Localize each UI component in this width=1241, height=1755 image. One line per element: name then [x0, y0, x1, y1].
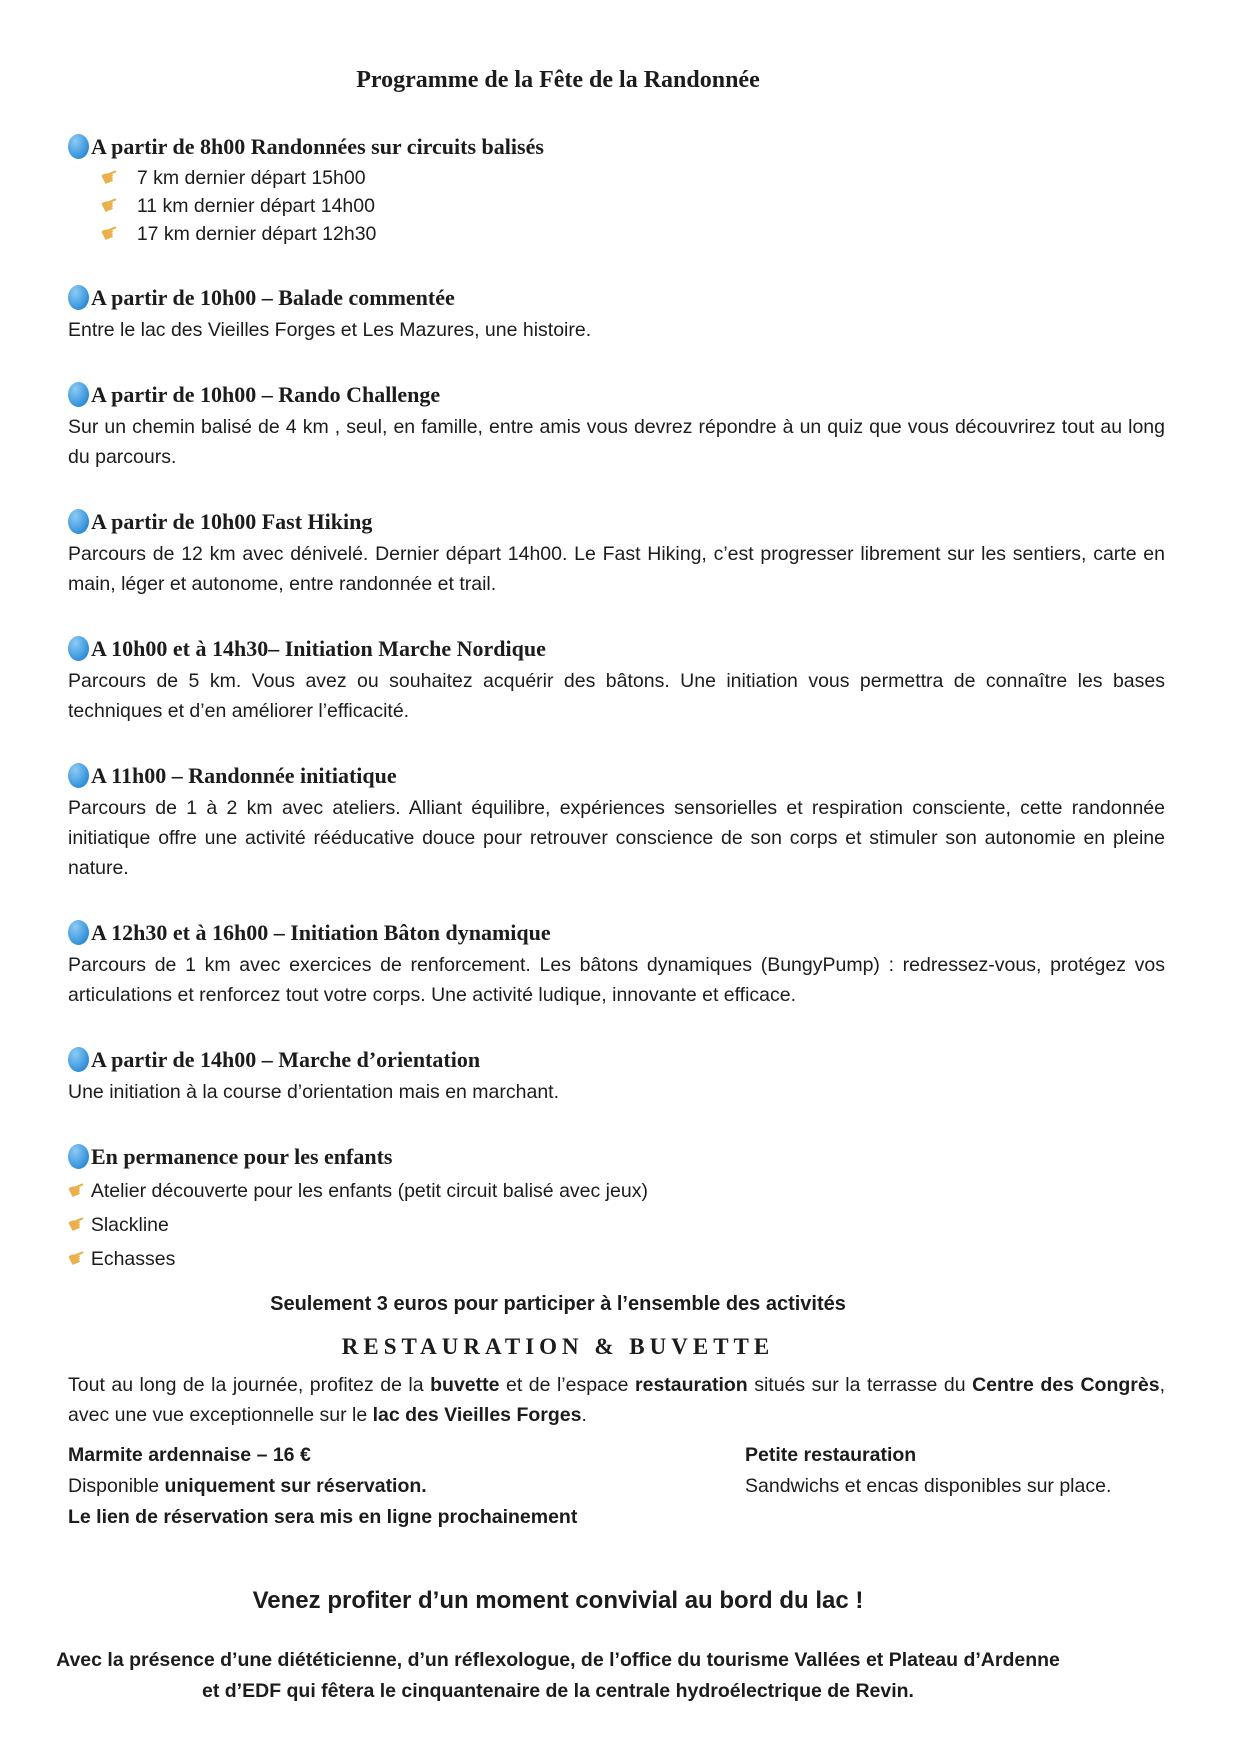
- marmite-reservation-note: Le lien de réservation sera mis en ligne prochainement: [68, 1506, 578, 1528]
- list-item: [64, 1242, 1165, 1276]
- list-item-text: Echasses: [90, 1248, 176, 1270]
- blue-sphere-icon: [68, 1047, 89, 1072]
- pointing-hand-icon: ☛: [64, 1244, 91, 1273]
- section-body: Entre le lac des Vieilles Forges et Les Mazures, une histoire.: [68, 319, 592, 341]
- blue-sphere-icon: [68, 636, 89, 661]
- blue-sphere-icon: [68, 763, 89, 788]
- section-heading-text: A partir de 14h00 – Marche d’orientation: [91, 1047, 481, 1072]
- section-heading-text: A partir de 10h00 – Rando Challenge: [91, 382, 441, 407]
- blue-sphere-icon: [68, 920, 89, 945]
- petite-restauration-title: Petite restauration: [745, 1444, 917, 1466]
- pointing-hand-icon: ☛: [97, 191, 124, 220]
- section-heading-text: A partir de 8h00 Randonnées sur circuits balisés: [91, 134, 544, 159]
- section-heading: [68, 1140, 1165, 1174]
- list-item-text: 7 km dernier départ 15h00: [136, 167, 366, 189]
- blue-sphere-icon: [68, 509, 89, 534]
- petite-restauration-column: [745, 1440, 1165, 1502]
- activity-section: [68, 632, 1165, 726]
- list-item: [64, 1174, 1165, 1208]
- schedule-list: [68, 164, 1165, 248]
- section-body: Sur un chemin balisé de 4 km , seul, en famille, entre amis vous devrez répondre à un quiz que vous découvrirez tout au long du parcours.: [68, 416, 1165, 468]
- section-heading-text: En permanence pour les enfants: [91, 1144, 393, 1169]
- list-item: [97, 191, 1165, 220]
- list-item: [64, 1208, 1165, 1242]
- list-item: [97, 219, 1165, 248]
- marmite-availability: Disponible uniquement sur réservation.: [68, 1475, 427, 1497]
- list-item-text: 17 km dernier départ 12h30: [136, 223, 377, 245]
- blue-sphere-icon: [68, 382, 89, 407]
- page-title: Programme de la Fête de la Randonnée: [356, 67, 760, 93]
- restauration-columns: [68, 1440, 1165, 1533]
- blue-sphere-icon: [68, 285, 89, 310]
- pointing-hand-icon: ☛: [64, 1210, 91, 1239]
- petite-restauration-body: Sandwichs et encas disponibles sur place.: [745, 1475, 1112, 1497]
- list-item-text: 11 km dernier départ 14h00: [136, 195, 375, 217]
- activity-section: [68, 916, 1165, 1010]
- marmite-column: [68, 1440, 745, 1533]
- section-body: Parcours de 12 km avec dénivelé. Dernier départ 14h00. Le Fast Hiking, c’est progresser librement sur les sentiers, carte en main, léger et autonome, entre randonnée et trail.: [68, 543, 1165, 595]
- section-heading: [68, 130, 1165, 164]
- kids-activities-list: [64, 1174, 1165, 1276]
- section-heading: [68, 916, 1165, 950]
- closing-guests: Avec la présence d’une diététicienne, d’un réflexologue, de l’office du tourisme Vallées et Plateau d’Ardenne et d’EDF qui fêtera le cinquantenaire de la centrale hydroélectrique de Revin.: [56, 1649, 1060, 1702]
- marmite-title: Marmite ardennaise – 16 €: [68, 1444, 311, 1466]
- list-item-text: Slackline: [90, 1214, 169, 1236]
- section-heading-text: A 11h00 – Randonnée initiatique: [91, 763, 397, 788]
- blue-sphere-icon: [68, 134, 89, 159]
- list-item: [97, 163, 1165, 192]
- section-heading: [68, 281, 1165, 315]
- section-heading-text: A 12h30 et à 16h00 – Initiation Bâton dynamique: [91, 920, 551, 945]
- section-body: Une initiation à la course d’orientation mais en marchant.: [68, 1081, 560, 1103]
- section-body: Parcours de 1 à 2 km avec ateliers. Alliant équilibre, expériences sensorielles et respiration consciente, cette randonnée initiatique offre une activité rééducative douce pour retrouver conscience de son corps et stimuler son autonomie en pleine nature.: [68, 797, 1165, 879]
- section-heading: [68, 632, 1165, 666]
- restauration-intro: Tout au long de la journée, profitez de la buvette et de l’espace restauration situés sur la terrasse du Centre des Congrès, avec une vue exceptionnelle sur le lac des Vieilles Forges.: [68, 1374, 1165, 1426]
- pricing-note: Seulement 3 euros pour participer à l’ensemble des activités: [270, 1293, 846, 1315]
- pointing-hand-icon: ☛: [64, 1176, 91, 1205]
- activity-section: [68, 378, 1165, 472]
- closing-invite: Venez profiter d’un moment convivial au bord du lac !: [252, 1587, 864, 1614]
- list-item-text: Atelier découverte pour les enfants (petit circuit balisé avec jeux): [90, 1180, 648, 1202]
- blue-sphere-icon: [68, 1144, 89, 1169]
- restauration-heading: RESTAURATION & BUVETTE: [341, 1334, 775, 1359]
- section-heading-text: A partir de 10h00 – Balade commentée: [91, 285, 455, 310]
- activity-section: [68, 759, 1165, 883]
- section-body: Parcours de 5 km. Vous avez ou souhaitez acquérir des bâtons. Une initiation vous permettra de connaître les bases techniques et d’en améliorer l’efficacité.: [68, 670, 1165, 722]
- section-body: Parcours de 1 km avec exercices de renforcement. Les bâtons dynamiques (BungyPump) : redressez-vous, protégez vos articulations et renforcez tout votre corps. Une activité ludique, innovante et efficace.: [68, 954, 1165, 1006]
- section-heading: [68, 378, 1165, 412]
- pointing-hand-icon: ☛: [97, 219, 124, 248]
- activity-section: [68, 281, 1165, 345]
- section-heading: [68, 1043, 1165, 1077]
- activity-section: [68, 505, 1165, 599]
- activity-section: [68, 130, 1165, 248]
- section-heading-text: A 10h00 et à 14h30– Initiation Marche Nordique: [91, 636, 546, 661]
- activity-section: [68, 1043, 1165, 1107]
- section-heading: [68, 505, 1165, 539]
- section-heading: [68, 759, 1165, 793]
- section-heading-text: A partir de 10h00 Fast Hiking: [91, 509, 373, 534]
- activity-section: [64, 1140, 1165, 1276]
- pointing-hand-icon: ☛: [97, 163, 124, 192]
